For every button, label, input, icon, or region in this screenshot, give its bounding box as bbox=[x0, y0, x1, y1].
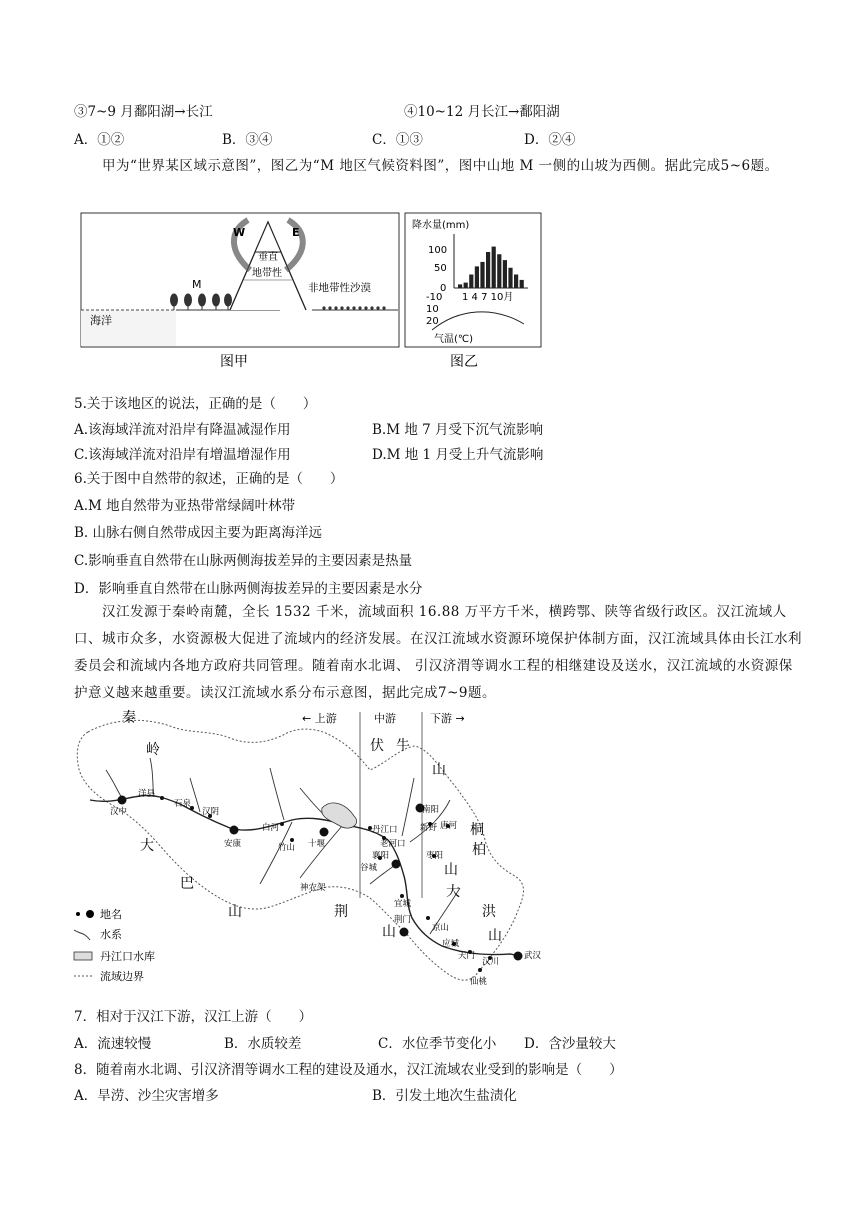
m-label: M bbox=[192, 278, 202, 291]
tong-char: 桐 bbox=[470, 822, 484, 838]
city-jingmen: 荆门 bbox=[394, 915, 412, 925]
option-b: B．③④ bbox=[222, 132, 273, 148]
ling-char: 岭 bbox=[146, 742, 160, 758]
temperature-curve bbox=[432, 312, 524, 330]
city-tanghe: 唐河 bbox=[440, 821, 458, 831]
hanjiang-map bbox=[70, 708, 550, 998]
jing-char: 荆 bbox=[334, 904, 348, 920]
precip-bar-3 bbox=[469, 275, 473, 289]
y-tick-50: 50 bbox=[434, 263, 447, 274]
q8-option-a: A．旱涝、沙尘灾害增多 bbox=[74, 1088, 219, 1104]
city-yangxian: 洋县 bbox=[138, 789, 156, 799]
shan-char-2: 山 bbox=[444, 862, 458, 878]
q7-option-c: C．水位季节变化小 bbox=[378, 1036, 497, 1052]
city-zhushan: 竹山 bbox=[278, 843, 296, 853]
legend-place: 地名 bbox=[100, 908, 122, 921]
shan-char-4: 山 bbox=[228, 904, 242, 920]
city-shennongjia: 神农架 bbox=[300, 883, 326, 893]
q7-option-b: B．水质较差 bbox=[224, 1036, 302, 1052]
city-xinye: 新野 bbox=[420, 823, 438, 833]
city-zaoyang: 枣阳 bbox=[426, 851, 444, 861]
t-tick-neg10: -10 bbox=[426, 292, 443, 303]
map-legend bbox=[74, 907, 155, 983]
intro-paragraph-1: 甲为“世界某区域示意图”，图乙为“M 地区气候资料图”，图中山地 M 一侧的山坡为西侧。据此完成5~6题。 bbox=[102, 158, 779, 174]
downstream-label: 下游 → bbox=[430, 712, 465, 725]
shan-char-1: 山 bbox=[432, 762, 446, 778]
q5-option-c: C.该海域洋流对沿岸有增温增湿作用 bbox=[74, 447, 291, 463]
upstream-label: ← 上游 bbox=[302, 712, 337, 725]
q8-option-b: B．引发土地次生盐渍化 bbox=[372, 1088, 517, 1104]
niu-char: 牛 bbox=[396, 738, 410, 754]
legend-river: 水系 bbox=[100, 928, 122, 941]
intro-paragraph-2: 汉江发源于秦岭南麓，全长 1532 千米，流域面积 16.88 万平方千米，横跨鄂、陕等省级行政区。汉江流域人口、城市众多，水资源极大促进了流域内的经济发展。在汉江流域水资源环境保护体制方面，汉江流域具体由长江水利委员会和流域内各地方政府共同管理。随着南水北调、 引汉济渭等调水工程的相继建设及送水，汉江流域的水资源保护意义越来越重要。读汉江流域水系分布示意图，据此完成7~9题。 bbox=[74, 604, 802, 701]
desert-label: 非地带性沙漠 bbox=[308, 282, 371, 294]
q5-option-d: D.M 地 1 月受上升气流影响 bbox=[372, 447, 544, 463]
q6-option-d: D．影响垂直自然带在山脉两侧海拔差异的主要因素是水分 bbox=[74, 581, 423, 597]
precip-bar-12 bbox=[520, 280, 524, 288]
zone-label-2: 地带性 bbox=[252, 268, 282, 279]
shan-char-3: 山 bbox=[488, 928, 502, 944]
midstream-label: 中游 bbox=[374, 712, 396, 725]
city-nanyang: 南阳 bbox=[422, 805, 440, 815]
precip-bar-6 bbox=[486, 252, 490, 288]
precip-bar-11 bbox=[514, 275, 518, 289]
shan-char-5: 山 bbox=[382, 924, 396, 940]
ocean-label: 海洋 bbox=[90, 314, 112, 327]
w-label: W bbox=[233, 226, 246, 239]
city-hanyin: 汉阴 bbox=[202, 807, 220, 817]
city-jingshan: 京山 bbox=[432, 923, 450, 933]
q5-option-a: A.该海域洋流对沿岸有降温减湿作用 bbox=[74, 422, 291, 438]
danjiangkou-reservoir bbox=[322, 803, 357, 828]
figure-jia bbox=[80, 212, 400, 372]
legend-reservoir: 丹江口水库 bbox=[100, 950, 155, 963]
caption-yi: 图乙 bbox=[450, 354, 478, 370]
precip-bar-5 bbox=[480, 262, 484, 288]
bai-char: 柏 bbox=[472, 842, 486, 858]
t-tick-20: 20 bbox=[426, 316, 439, 327]
qin-char: 秦 bbox=[122, 710, 136, 726]
q5-option-b: B.M 地 7 月受下沉气流影响 bbox=[372, 422, 543, 438]
hong-char: 洪 bbox=[482, 904, 496, 920]
q8-stem: 8．随着南水北调、引汉济渭等调水工程的建设及通水，汉江流域农业受到的影响是（ ） bbox=[74, 1062, 623, 1078]
e-label: E bbox=[292, 226, 300, 239]
precip-bar-9 bbox=[503, 260, 507, 288]
city-tianmen: 天门 bbox=[458, 951, 476, 961]
city-laohekou: 老河口 bbox=[380, 839, 406, 849]
city-yicheng: 宜城 bbox=[394, 899, 412, 909]
city-hanzhong: 汉中 bbox=[110, 807, 128, 817]
q7-option-d: D．含沙量较大 bbox=[524, 1036, 616, 1052]
caption-jia: 图甲 bbox=[220, 354, 248, 370]
t-tick-10: 10 bbox=[426, 304, 439, 315]
option-a: A．①② bbox=[74, 132, 125, 148]
q6-option-a: A.M 地自然带为亚热带常绿阔叶林带 bbox=[74, 498, 296, 514]
y-tick-0: 0 bbox=[440, 283, 447, 294]
q6-option-c: C.影响垂直自然带在山脉两侧海拔差异的主要因素是热量 bbox=[74, 553, 413, 569]
da-char-1: 大 bbox=[446, 884, 460, 900]
city-danjiangkou: 丹江口 bbox=[372, 825, 398, 835]
precip-bar-10 bbox=[508, 268, 512, 288]
city-xiangyang: 襄阳 bbox=[372, 851, 390, 861]
q6-stem: 6.关于图中自然带的叙述，正确的是（ ） bbox=[74, 471, 344, 487]
figure-yi bbox=[404, 212, 544, 372]
q7-option-a: A．流速较慢 bbox=[74, 1036, 152, 1052]
precip-bar-8 bbox=[497, 254, 501, 288]
precip-bar-2 bbox=[464, 283, 468, 288]
precip-ylabel: 降水量(mm) bbox=[412, 220, 470, 231]
city-shiquan: 石泉 bbox=[174, 799, 192, 809]
precip-bar-1 bbox=[458, 284, 462, 288]
month-ticks: 1 4 7 10月 bbox=[462, 292, 514, 303]
zone-label-1: 垂直 bbox=[258, 252, 278, 263]
legend-boundary: 流域边界 bbox=[100, 970, 144, 983]
y-tick-100: 100 bbox=[428, 245, 448, 256]
city-shiyan: 十堰 bbox=[308, 839, 326, 849]
da-char-2: 大 bbox=[140, 838, 154, 854]
city-gucheng: 谷城 bbox=[360, 863, 378, 873]
q7-stem: 7．相对于汉江下游，汉江上游（ ） bbox=[74, 1009, 313, 1025]
city-xiantao: 仙桃 bbox=[470, 977, 488, 987]
fu-char: 伏 bbox=[370, 738, 384, 754]
precip-bar-4 bbox=[475, 266, 479, 288]
statement-3: ③7~9 月鄱阳湖→长江 bbox=[74, 104, 213, 120]
q5-stem: 5.关于该地区的说法，正确的是（ ） bbox=[74, 396, 317, 412]
precip-bar-7 bbox=[492, 247, 496, 288]
statement-4: ④10~12 月长江→鄱阳湖 bbox=[404, 104, 560, 120]
city-wuhan: 武汉 bbox=[524, 951, 542, 961]
city-yingcheng: 应城 bbox=[442, 939, 460, 949]
q6-option-b: B. 山脉右侧自然带成因主要为距离海洋远 bbox=[74, 525, 323, 541]
ba-char: 巴 bbox=[180, 876, 194, 892]
option-d: D．②④ bbox=[524, 132, 576, 148]
option-c: C．①③ bbox=[372, 132, 423, 148]
city-ankang: 安康 bbox=[224, 839, 242, 849]
city-hanchuan: 汉川 bbox=[482, 957, 500, 967]
city-baihe: 白河 bbox=[262, 823, 280, 833]
temp-label: 气温(℃) bbox=[434, 334, 474, 345]
